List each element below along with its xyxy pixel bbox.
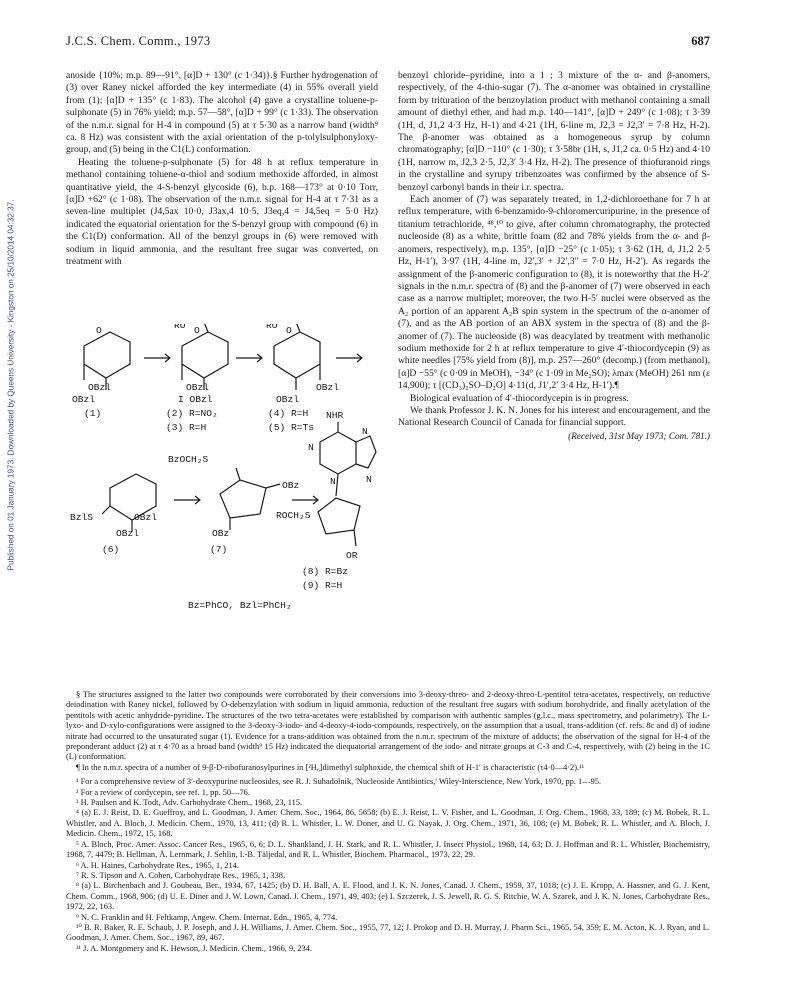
paragraph: Each anomer of (7) was separately treated, in 1,2-dichloroethane for 7 h at reflux temperature, with 6-benzamido-9-chloromercuripurine, in the presence of titanium tetrachloride, ⁴⁸,¹⁰ to give, after column chromatography, the protected nucleoside (8) as a white, brittle foam (82 and 78% yields from the α- and β-anomers, respectively), m.p. 135°, [α]D −25° (c 1·05); τ 3·62 (1H, d, J1,2 2·5 Hz, H-1′), 3·97 (1H, 4-line m, J2′,3′ + J2′,3″ = 7·0 Hz, H-2′). As regards the assignment of the β-anomeric configuration to (8), it is noteworthy that the H-2′ signals in the n.m.r. spectra of (8) and the β-anomer of (7) were observed in each case as a narrow multiplet; moreover, the two H-5′ nuclei were observed as the A₂ portion of an apparent A₂B spin system in the spectrum of the α-anomer of (7), and as the AB portion of an ABX system in the spectra of (8) and the β-anomer of (7). The nucleoside (8) was deacylated by treatment with methanolic sodium methoxide for 2 h at reflux temperature to give 4′-thiocordycepin (9) as white needles [75% yield from (8)], m.p. 257—260° (decomp.) (from methanol), [α]D −55° (c 0·09 in MeOH), −34° (c 1·09 in Me₂SO); λmax (MeOH) 261 nm (ε 14,900); τ [(CD₃)₂SO–D₂O] 4·11(d, J1′,2′ 3·4 Hz, H-1′).¶	[398, 194, 710, 392]
scheme-label: N	[366, 474, 372, 485]
compound-label: (3) R=H	[166, 422, 207, 433]
footnotes-section	[66, 690, 710, 954]
pyranose-ring-4	[274, 332, 320, 378]
scheme-label: NHR	[326, 410, 344, 421]
bond	[236, 468, 240, 480]
reference: ⁶ A. H. Haines, Carbohydrate Res., 1965, 1, 214.	[76, 860, 239, 870]
bond	[354, 530, 356, 546]
scheme-label: O	[194, 325, 200, 336]
paragraph: Biological evaluation of 4′-thiocordycepin is in progress.	[410, 392, 629, 404]
bond	[204, 324, 208, 332]
reference: ¹ For a comprehensive review of 3′-deoxypurine nucleosides, see R. J. Suhadolnik, 'Nucleoside Antibiotics,' Wiley-Interscience, New York, 1970, pp. 1—95.	[76, 777, 602, 787]
scheme-label: RO	[266, 324, 278, 331]
page-number: 687	[691, 34, 710, 48]
bond	[266, 484, 280, 488]
reference: ⁹ N. C. Franklin and H. Feltkamp, Angew. Chem. Internat. Edn., 1965, 4, 774.	[76, 912, 338, 922]
bond	[102, 506, 110, 514]
scheme-label: OBzl	[316, 382, 340, 393]
reaction-scheme	[70, 324, 378, 674]
purine-six-ring	[320, 432, 356, 474]
bond	[296, 324, 300, 332]
download-notice: Published on 01 January 1973. Downloaded by Queens University - Kingston on 25/10/2014 04:32:37.	[6, 199, 16, 571]
reference: ¹⁰ B. R. Baker, R. E. Schaub, J. P. Joseph, and J. H. Williams, J. Amer. Chem. Soc., 1955, 77, 12; J. Prokop and D. H. Murray, J. Pharm Sci., 1965, 54, 359; E. M. Acton, K. J. Ryan, and L. Goodman, J. Amer. Chem. Soc., 1967, 89, 467.	[66, 922, 710, 943]
reference: ⁴ (a) E. J. Reist, D. E. Gueffroy, and L. Goodman, J. Amer. Chem. Soc., 1964, 86, 5658; (b) E. J. Reist, L. V. Fisher, and L. Goodman, J. Org. Chem., 1968, 33, 189; (c) M. Bobek, R. L. Whistler, and A. Bloch, J. Medicin. Chem., 1970, 13, 411; (d) R. L. Whistler, L. W. Doner, and U. G. Nayak, J. Org. Chem., 1971, 36, 108; (e) M. Bobek, R. L. Whistler, and A. Bloch, J. Medicin. Chem., 1972, 15, 168.	[66, 808, 710, 839]
compound-label: (2) R=NO₂	[166, 408, 218, 419]
scheme-label: OR	[346, 550, 358, 561]
scheme-label: ROCH₂S	[276, 510, 311, 521]
thiofuranose-ring-7	[220, 480, 266, 518]
right-column	[398, 70, 710, 442]
download-watermark	[4, 150, 18, 620]
scheme-label: OBzl	[186, 382, 210, 393]
scheme-label: N	[308, 442, 314, 453]
compound-label: (4) R=H	[268, 408, 309, 419]
scheme-label: I OBzl	[178, 394, 213, 405]
scheme-label: N	[362, 426, 368, 437]
scheme-legend: Bz=PhCO, Bzl=PhCH₂	[188, 600, 292, 611]
compound-label: (8) R=Bz	[302, 566, 349, 577]
scheme-label: RO	[174, 324, 186, 331]
compound-label: (5) R=Ts	[268, 422, 315, 433]
received-date: (Received, 31st May 1973; Com. 781.)	[568, 430, 710, 441]
scheme-label: OBzl	[134, 512, 158, 523]
bond	[336, 474, 338, 496]
pyranose-ring-1	[84, 332, 130, 378]
compound-label: (6)	[102, 544, 120, 555]
scheme-label: OBzl	[72, 394, 96, 405]
reference: ¹¹ J. A. Montgomery and K. Hewson, J. Medicin. Chem., 1966, 9, 234.	[76, 943, 313, 953]
compound-label: (9) R=H	[302, 580, 343, 591]
reference: ⁷ R. S. Tipson and A. Cohen, Carbohydrate Res., 1965, 1, 338.	[76, 870, 286, 880]
scheme-label: BzlS	[70, 512, 94, 523]
scheme-label: N	[330, 476, 336, 487]
pyranose-ring-2	[182, 332, 228, 378]
reference: ⁵ A. Bloch, Proc. Amer. Assoc. Cancer Res., 1965, 6, 6; D. L. Shankland, J. H. Stark, and R. L. Whistler, J. Insect Physiol., 1968, 14, 63; D. J. Hoffman and R. L. Whistler, Biochemistry, 1968, 7, 4479; B. Hellman, Å. Lernmark, J. Sehlin, I.-B. Täljedal, and R. L. Whistler, Biochem. Pharmacol., 1973, 22, 29.	[66, 839, 710, 860]
scheme-label: OBzl	[276, 394, 300, 405]
scheme-drawing	[70, 324, 378, 674]
scheme-label: BzOCH₂S	[168, 454, 209, 465]
footnote: § The structures assigned to the latter two compounds were corroborated by their conversions into 3-deoxy-threo- and 2-deoxy-threo-L-pentitol tetra-acetates, respectively, on reductive deiodination with Raney nickel, followed by O-debenzylation with sodium in liquid ammonia, reduction of the resultant free sugars with sodium borohydride, and finally acetylation of the pentitols with acetic anhydride-pyridine. The structures of the two tetra-acetates were established by comparison with authentic samples (g.l.c., mass spectrometry, and polarimetry). The L-lyxo- and D-xylo-configurations were assigned to the 3-deoxy-3-iodo- and 4-deoxy-4-iodo-compounds, respectively, on the assumption that a usual, trans-addition (cf. refs. 8c and d) of iodine nitrate had occurred to the unsaturated sugar (1). Evidence for a trans-addition was obtained from the n.m.r. spectrum of the mixture of adducts; the observation of the signal for H-4 of the preponderant adduct (2) at τ 4·70 as a broad band (width⁹ 15 Hz) indicated the diequatorial arrangement of the iodo- and nitrate groups at C-3 and C-4, respectively, with (2) being in the 1C (L) conformation.	[66, 690, 710, 762]
footnote: ¶ In the n.m.r. spectra of a number of 9-β-D-ribofuranosylpurines in [²H₆]dimethyl sulphoxide, the chemical shift of H-1′ is characteristic (τ4·0—4·2).¹¹	[76, 762, 585, 772]
left-column	[66, 70, 378, 269]
reference: ³ H. Paulsen and K. Todt, Adv. Carbohydrate Chem., 1968, 23, 115.	[76, 798, 303, 808]
paragraph: benzoyl chloride–pyridine, into a 1 ; 3 mixture of the α- and β-anomers, respectively, of the 4-thio-sugar (7). The α-anomer was obtained in crystalline form by trituration of the benzoylation product with methanol containing a small amount of diethyl ether, and had m.p. 140—141°, [α]D + 249° (c 1·08); τ 3·39 (1H, d, J1,2 4·3 Hz, H-1) and 4·21 (1H, 6-line m, J2,3 = J2,3′ = 7·8 Hz, H-2). The β-anomer was obtained as a homogeneous syrup by column chromatography; [α]D −110° (c 1·30); τ 3·58br (1H, s, J1,2 ca. 0·5 Hz) and 4·10 (1H, narrow m, J2,3 2·5, J2,3′ 3·4 Hz, H-2). The presence of thiofuranoid rings in the crystalline and syrupy tribenzoates was confirmed by the absence of S-benzoyl carbonyl bands in their i.r. spectra.	[398, 70, 710, 193]
scheme-label: OBz	[282, 480, 300, 491]
scheme-label: O	[96, 325, 102, 336]
page-header	[66, 34, 710, 50]
scheme-label: OBz	[212, 528, 230, 539]
references-list	[66, 777, 710, 954]
thiofuranose-ring-8	[318, 498, 360, 534]
purine-five-ring	[356, 436, 376, 468]
reference: ² For a review of cordycepin, see ref. 1, pp. 50—76.	[76, 787, 250, 797]
compound-label: (7)	[210, 544, 228, 555]
scheme-label: O	[286, 325, 292, 336]
reference: ⁸ (a) L. Birchenbach and J. Goubeau, Ber., 1934, 67, 1425; (b) D. H. Ball, A. E. Flood, and J. K. N. Jones, Canad. J. Chem., 1959, 37, 1018; (c) J. E. Kropp, A. Hassner, and G. J. Kent, Chem. Comm., 1968, 906; (d) U. E. Diner and J. W. Lown, Canad. J. Chem., 1971, 49, 403; (e) I. Szczerek, J. S. Jewell, R. G. S. Ritchie, W. A. Szarek, and J. K. N. Jones, Carbohydrate Res., 1972, 22, 163.	[66, 881, 710, 912]
paragraph: Heating the toluene-p-sulphonate (5) for 48 h at reflux temperature in methanol containing toluene-α-thiol and sodium methoxide afforded, in almost quantitative yield, the 4-S-benzyl glycoside (6), b.p. 168—173° at 0·10 Torr, [α]D +62° (c 1·08). The observation of the n.m.r. signal for H-4 at τ 7·31 as a seven-line multiplet (J4,5ax 10·0, J3ax,4 10·5, J3eq,4 = J4,5eq = 5·0 Hz) indicated the equatorial orientation for the S-benzyl group with compound (6) in the C1(D) conformation. All of the benzyl groups in (6) were removed with sodium in liquid ammonia, and the resultant free sugar was converted, on treatment with	[66, 156, 378, 268]
acknowledgement: We thank Professor J. K. N. Jones for his interest and encouragement, and the National Research Council of Canada for financial support.	[398, 404, 710, 429]
journal-title: J.C.S. Chem. Comm., 1973	[66, 34, 211, 48]
scheme-label: OBzl	[88, 382, 112, 393]
paragraph: anoside {10%; m.p. 89—91°, [α]D + 130° (c 1·34)}.§ Further hydrogenation of (3) over Raney nickel afforded the key intermediate (4) in 55% overall yield from (1); [α]D + 135° (c 1·83). The alcohol (4) gave a crystalline toluene-p-sulphonate (5) in 76% yield; m.p. 57—58°, [α]D + 99° (c 1·33). The observation of the n.m.r. signal for H-4 in compound (5) at τ 5·30 as a narrow band (width⁹ ca. 8 Hz) was consistent with the axial orientation of the p-tolylsulphonyloxy-group, and (5) being in the C1(L) conformation.	[66, 70, 378, 156]
compound-label: (1)	[84, 408, 102, 419]
scheme-label: OBzl	[116, 528, 140, 539]
